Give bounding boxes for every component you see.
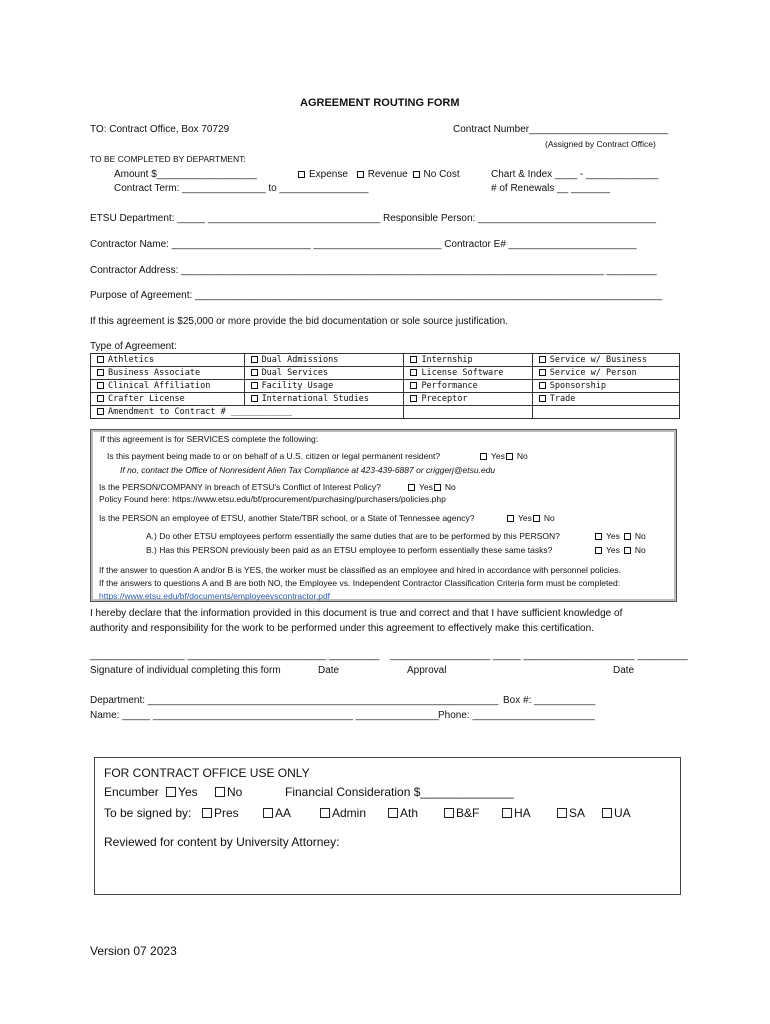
approval-label: Approval [407, 665, 447, 676]
question-a-no-checkbox[interactable] [624, 533, 631, 540]
no-cost-checkbox[interactable] [413, 171, 420, 178]
employee-answer: Yes No [505, 513, 555, 523]
signer-pres[interactable]: Pres [202, 806, 239, 820]
amount-field[interactable]: Amount $__________________ [114, 169, 257, 180]
signer-sa[interactable]: SA [557, 806, 585, 820]
encumber-no-checkbox[interactable] [215, 787, 225, 797]
question-b: B.) Has this PERSON previously been paid as an ETSU employee to perform essentially these same tasks? [146, 545, 553, 555]
question-b-no-checkbox[interactable] [624, 547, 631, 554]
classification-note-2: If the answers to questions A and B are both NO, the Employee vs. Independent Contractor Classification Criteria form must be completed: [99, 578, 621, 588]
citizen-yes-checkbox[interactable] [480, 453, 487, 460]
type-option[interactable]: Athletics [91, 354, 245, 367]
question-a: A.) Do other ETSU employees perform essentially the same duties that are to be performed by this PERSON? [146, 531, 560, 541]
type-option[interactable]: Dual Services [244, 367, 404, 380]
signature-date-label: Date [318, 665, 340, 676]
type-option[interactable]: Facility Usage [244, 380, 404, 393]
financial-consideration-field[interactable]: Financial Consideration $______________ [285, 785, 514, 799]
signature-line[interactable]: _________________ _________________________ _________ [90, 650, 380, 661]
agreement-type-table [90, 353, 680, 419]
services-heading: If this agreement is for SERVICES complete the following: [100, 434, 319, 444]
renewals-field[interactable]: # of Renewals __ _______ [491, 183, 610, 194]
table-row [91, 380, 680, 393]
signer-ua[interactable]: UA [602, 806, 631, 820]
version-label: Version 07 2023 [90, 944, 177, 958]
box-field[interactable]: Box #: ___________ [503, 695, 596, 706]
declaration-line-1: I hereby declare that the information provided in this document is true and correct and that I have sufficient knowledge of [90, 608, 623, 619]
expense-label: Expense [309, 169, 348, 180]
contract-number-field[interactable]: Contract Number_________________________ [453, 124, 669, 135]
approval-line[interactable]: __________________ _____ ____________________ _________ [390, 650, 688, 661]
type-heading: Type of Agreement: [90, 341, 177, 352]
chart-index-field[interactable]: Chart & Index ____ - _____________ [491, 169, 659, 180]
department-field[interactable]: Department: _______________________________________________________________ [90, 695, 499, 706]
contract-office-section [94, 757, 681, 895]
phone-field[interactable]: Phone: ______________________ [438, 710, 595, 721]
signer-aa[interactable]: AA [263, 806, 291, 820]
form-title: AGREEMENT ROUTING FORM [300, 97, 460, 109]
type-option[interactable]: Business Associate [91, 367, 245, 380]
table-row [91, 354, 680, 367]
type-option[interactable]: Clinical Affiliation [91, 380, 245, 393]
conflict-policy-link[interactable]: Policy Found here: https://www.etsu.edu/bf/procurement/purchasing/purchasers/policies.php [99, 494, 446, 504]
employee-question: Is the PERSON an employee of ETSU, another State/TBR school, or a State of Tennessee agency? [99, 513, 475, 523]
expense-checkbox[interactable] [298, 171, 305, 178]
classification-note-1: If the answer to question A and/or B is YES, the worker must be classified as an employee and hired in accordance with personnel policies. [99, 565, 621, 575]
bid-note: If this agreement is $25,000 or more provide the bid documentation or sole source justification. [90, 316, 509, 327]
signer-ath[interactable]: Ath [388, 806, 418, 820]
conflict-yes-checkbox[interactable] [408, 484, 415, 491]
contract-term-field[interactable]: Contract Term: _______________ to ________________ [114, 183, 369, 194]
attorney-review-label: Reviewed for content by University Attorney: [104, 835, 340, 849]
contractor-address-field[interactable]: Contractor Address: ____________________________________________________________________________ _________ [90, 265, 657, 276]
revenue-checkbox[interactable] [357, 171, 364, 178]
signed-by-label: To be signed by: [104, 806, 192, 820]
signer-bf[interactable]: B&F [444, 806, 479, 820]
nonresident-note: If no, contact the Office of Nonresident Alien Tax Compliance at 423-439-6887 or criggerj@etsu.edu [120, 465, 496, 475]
contractor-name-field[interactable]: Contractor Name: _________________________ _______________________ Contractor E# _______________________ [90, 239, 637, 250]
question-b-yes-checkbox[interactable] [595, 547, 602, 554]
table-row [91, 367, 680, 380]
citizen-no-checkbox[interactable] [506, 453, 513, 460]
type-option[interactable]: Preceptor [404, 393, 532, 406]
classification-form-link[interactable]: https://www.etsu.edu/bf/documents/employeevscontractor.pdf [99, 591, 331, 601]
table-row [91, 393, 680, 406]
type-option[interactable]: Crafter License [91, 393, 245, 406]
no-cost-label: No Cost [423, 169, 460, 180]
question-a-answer: Yes No [593, 531, 646, 541]
citizen-answer: Yes No [478, 451, 528, 461]
name-field[interactable]: Name: _____ ____________________________________ _______________ [90, 710, 440, 721]
office-heading: FOR CONTRACT OFFICE USE ONLY [104, 766, 310, 780]
encumber-row: Encumber Yes No [104, 785, 243, 799]
cost-type-options [296, 169, 460, 180]
employee-yes-checkbox[interactable] [507, 515, 514, 522]
question-b-answer: Yes No [593, 545, 646, 555]
conflict-no-checkbox[interactable] [434, 484, 441, 491]
signer-ha[interactable]: HA [502, 806, 531, 820]
revenue-label: Revenue [367, 169, 408, 180]
conflict-question: Is the PERSON/COMPANY in breach of ETSU's Conflict of Interest Policy? [99, 482, 381, 492]
signature-label: Signature of individual completing this form [90, 665, 281, 676]
type-option[interactable]: Internship [404, 354, 532, 367]
encumber-label: Encumber [104, 785, 159, 799]
purpose-field[interactable]: Purpose of Agreement: ____________________________________________________________________________________ [90, 290, 663, 301]
type-option[interactable]: Performance [404, 380, 532, 393]
type-option[interactable]: Sponsorship [532, 380, 679, 393]
signer-admin[interactable]: Admin [320, 806, 366, 820]
encumber-yes-checkbox[interactable] [166, 787, 176, 797]
amendment-option[interactable]: Amendment to Contract # ____________ [91, 406, 404, 419]
type-option[interactable]: Service w/ Person [532, 367, 679, 380]
employee-no-checkbox[interactable] [533, 515, 540, 522]
type-option[interactable]: License Software [404, 367, 532, 380]
to-line: TO: Contract Office, Box 70729 [90, 124, 230, 135]
type-option[interactable]: International Studies [244, 393, 404, 406]
approval-date-label: Date [613, 665, 635, 676]
conflict-answer: Yes No [406, 482, 456, 492]
type-option[interactable]: Service w/ Business [532, 354, 679, 367]
declaration-line-2: authority and responsibility for the work to be performed under this agreement to effectively make this certification. [90, 623, 594, 634]
etsu-department-field[interactable]: ETSU Department: _____ _______________________________ Responsible Person: ________________________________ [90, 213, 657, 224]
citizen-question: Is this payment being made to or on behalf of a U.S. citizen or legal permanent resident? [107, 451, 441, 461]
department-heading: TO BE COMPLETED BY DEPARTMENT: [90, 154, 246, 164]
type-option[interactable]: Trade [532, 393, 679, 406]
table-row [91, 406, 680, 419]
question-a-yes-checkbox[interactable] [595, 533, 602, 540]
assigned-note: (Assigned by Contract Office) [545, 139, 656, 149]
type-option[interactable]: Dual Admissions [244, 354, 404, 367]
